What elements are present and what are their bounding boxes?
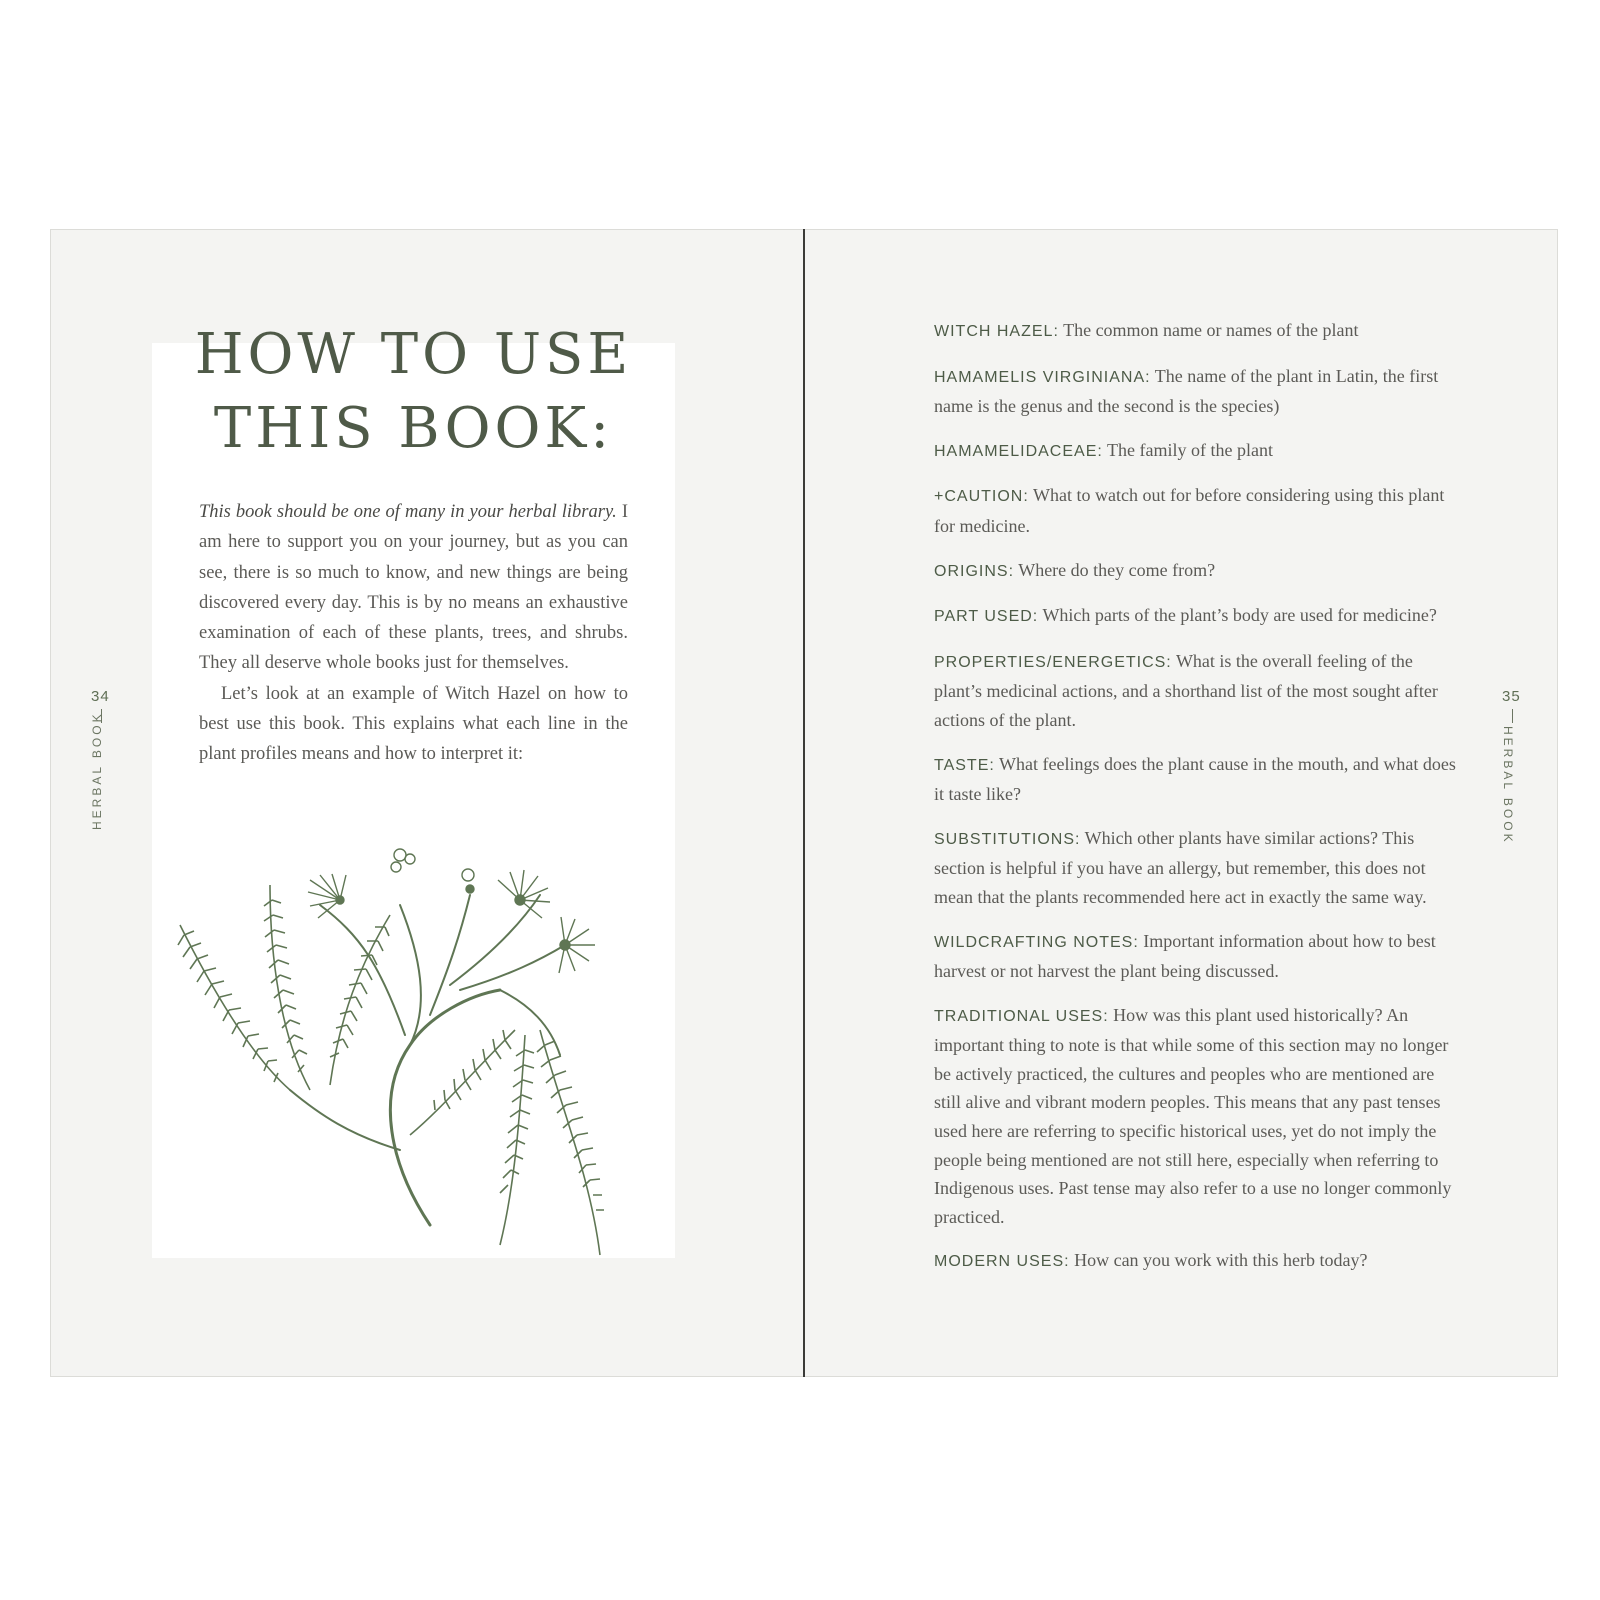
definition-text: How can you work with this herb today? bbox=[1074, 1250, 1368, 1271]
definition-term: +CAUTION: bbox=[934, 488, 1029, 506]
definition-term: PART USED: bbox=[934, 608, 1039, 626]
definition-witch-hazel bbox=[934, 316, 1459, 347]
left-running-head: HERBAL BOOK bbox=[90, 711, 104, 830]
definition-origins bbox=[934, 556, 1459, 587]
definition-text: The common name or names of the plant bbox=[1063, 320, 1359, 340]
intro-paragraph-2: Let’s look at an example of Witch Hazel on how to best use this book. This explains what each line in the plant profiles means and how to interpret it: bbox=[199, 683, 628, 765]
definition-text: Which other plants have similar actions? This section is helpful if you have an allergy, but remember, this does not mean that the plants recommended here act in exactly the same way. bbox=[934, 827, 1427, 907]
definition-text: Which parts of the plant’s body are used for medicine? bbox=[1042, 605, 1437, 626]
page-title-line-1: HOW TO USE bbox=[194, 322, 633, 387]
plant-illustration bbox=[170, 845, 650, 1285]
right-running-head: HERBAL BOOK bbox=[1501, 726, 1515, 845]
definition-term: TASTE: bbox=[934, 756, 995, 774]
page-title-line-2: THIS BOOK: bbox=[213, 396, 614, 461]
intro-text bbox=[199, 497, 628, 770]
definition-substitutions bbox=[934, 824, 1459, 912]
definition-wildcrafting bbox=[934, 927, 1459, 986]
definition-term: WILDCRAFTING NOTES: bbox=[934, 933, 1139, 951]
definition-text: The name of the plant in Latin, the first name is the genus and the second is the species) bbox=[934, 365, 1439, 417]
definition-text: How was this plant used historically? An important thing to note is that while some of this section may no longer be actively practiced, the cultures and peoples who are mentioned are still alive and vibrant modern peoples. This means that any past tenses used here are referring to specific historical uses, yet do not imply the people being mentioned are not still here, especially when referring to Indigenous uses. Past tense may also refer to a use no longer commonly practiced. bbox=[934, 1004, 1452, 1227]
definition-text: Important information about how to best harvest or not harvest the plant being discussed. bbox=[934, 930, 1436, 982]
intro-body: I am here to support you on your journey, but as you can see, there is so much to know, and new things are being discovered every day. This is by no means an exhaustive examination of each of these plants, trees, and shrubs. They all deserve whole books just for themselves. bbox=[199, 502, 628, 674]
definition-caution bbox=[934, 481, 1459, 540]
definition-term: TRADITIONAL USES: bbox=[934, 1007, 1109, 1025]
definition-term: MODERN USES: bbox=[934, 1253, 1070, 1271]
definition-term: PROPERTIES/ENERGETICS: bbox=[934, 653, 1172, 671]
definition-text: What is the overall feeling of the plant’s medicinal actions, and a shorthand list of the most sought after actions of the plant. bbox=[934, 650, 1438, 730]
definition-text: What to watch out for before considering using this plant for medicine. bbox=[934, 485, 1445, 536]
definition-part-used bbox=[934, 601, 1459, 632]
right-page-number: 35 bbox=[1502, 688, 1521, 705]
definition-text: The family of the plant bbox=[1107, 439, 1273, 460]
definition-modern-uses bbox=[934, 1246, 1459, 1277]
definition-taste bbox=[934, 750, 1459, 809]
definition-latin-name bbox=[934, 362, 1459, 421]
definition-family bbox=[934, 436, 1459, 467]
definition-traditional-uses bbox=[934, 1001, 1459, 1232]
definition-term: ORIGINS: bbox=[934, 562, 1015, 580]
book-spine bbox=[803, 229, 805, 1377]
left-page-number: 34 bbox=[91, 688, 110, 705]
definition-term: SUBSTITUTIONS: bbox=[934, 830, 1081, 848]
definition-term: HAMAMELIS VIRGINIANA: bbox=[934, 368, 1151, 386]
definition-term: WITCH HAZEL: bbox=[934, 323, 1059, 340]
intro-paragraph-1 bbox=[199, 497, 628, 679]
definition-properties bbox=[934, 647, 1459, 735]
definition-text: What feelings does the plant cause in the mouth, and what does it taste like? bbox=[934, 753, 1456, 805]
definition-term: HAMAMELIDACEAE: bbox=[934, 442, 1103, 460]
definition-text: Where do they come from? bbox=[1018, 559, 1216, 580]
right-running-head-separator bbox=[1512, 709, 1513, 723]
intro-lead: This book should be one of many in your herbal library. bbox=[199, 502, 617, 522]
definition-list bbox=[934, 316, 1459, 1292]
page-title bbox=[152, 318, 675, 466]
